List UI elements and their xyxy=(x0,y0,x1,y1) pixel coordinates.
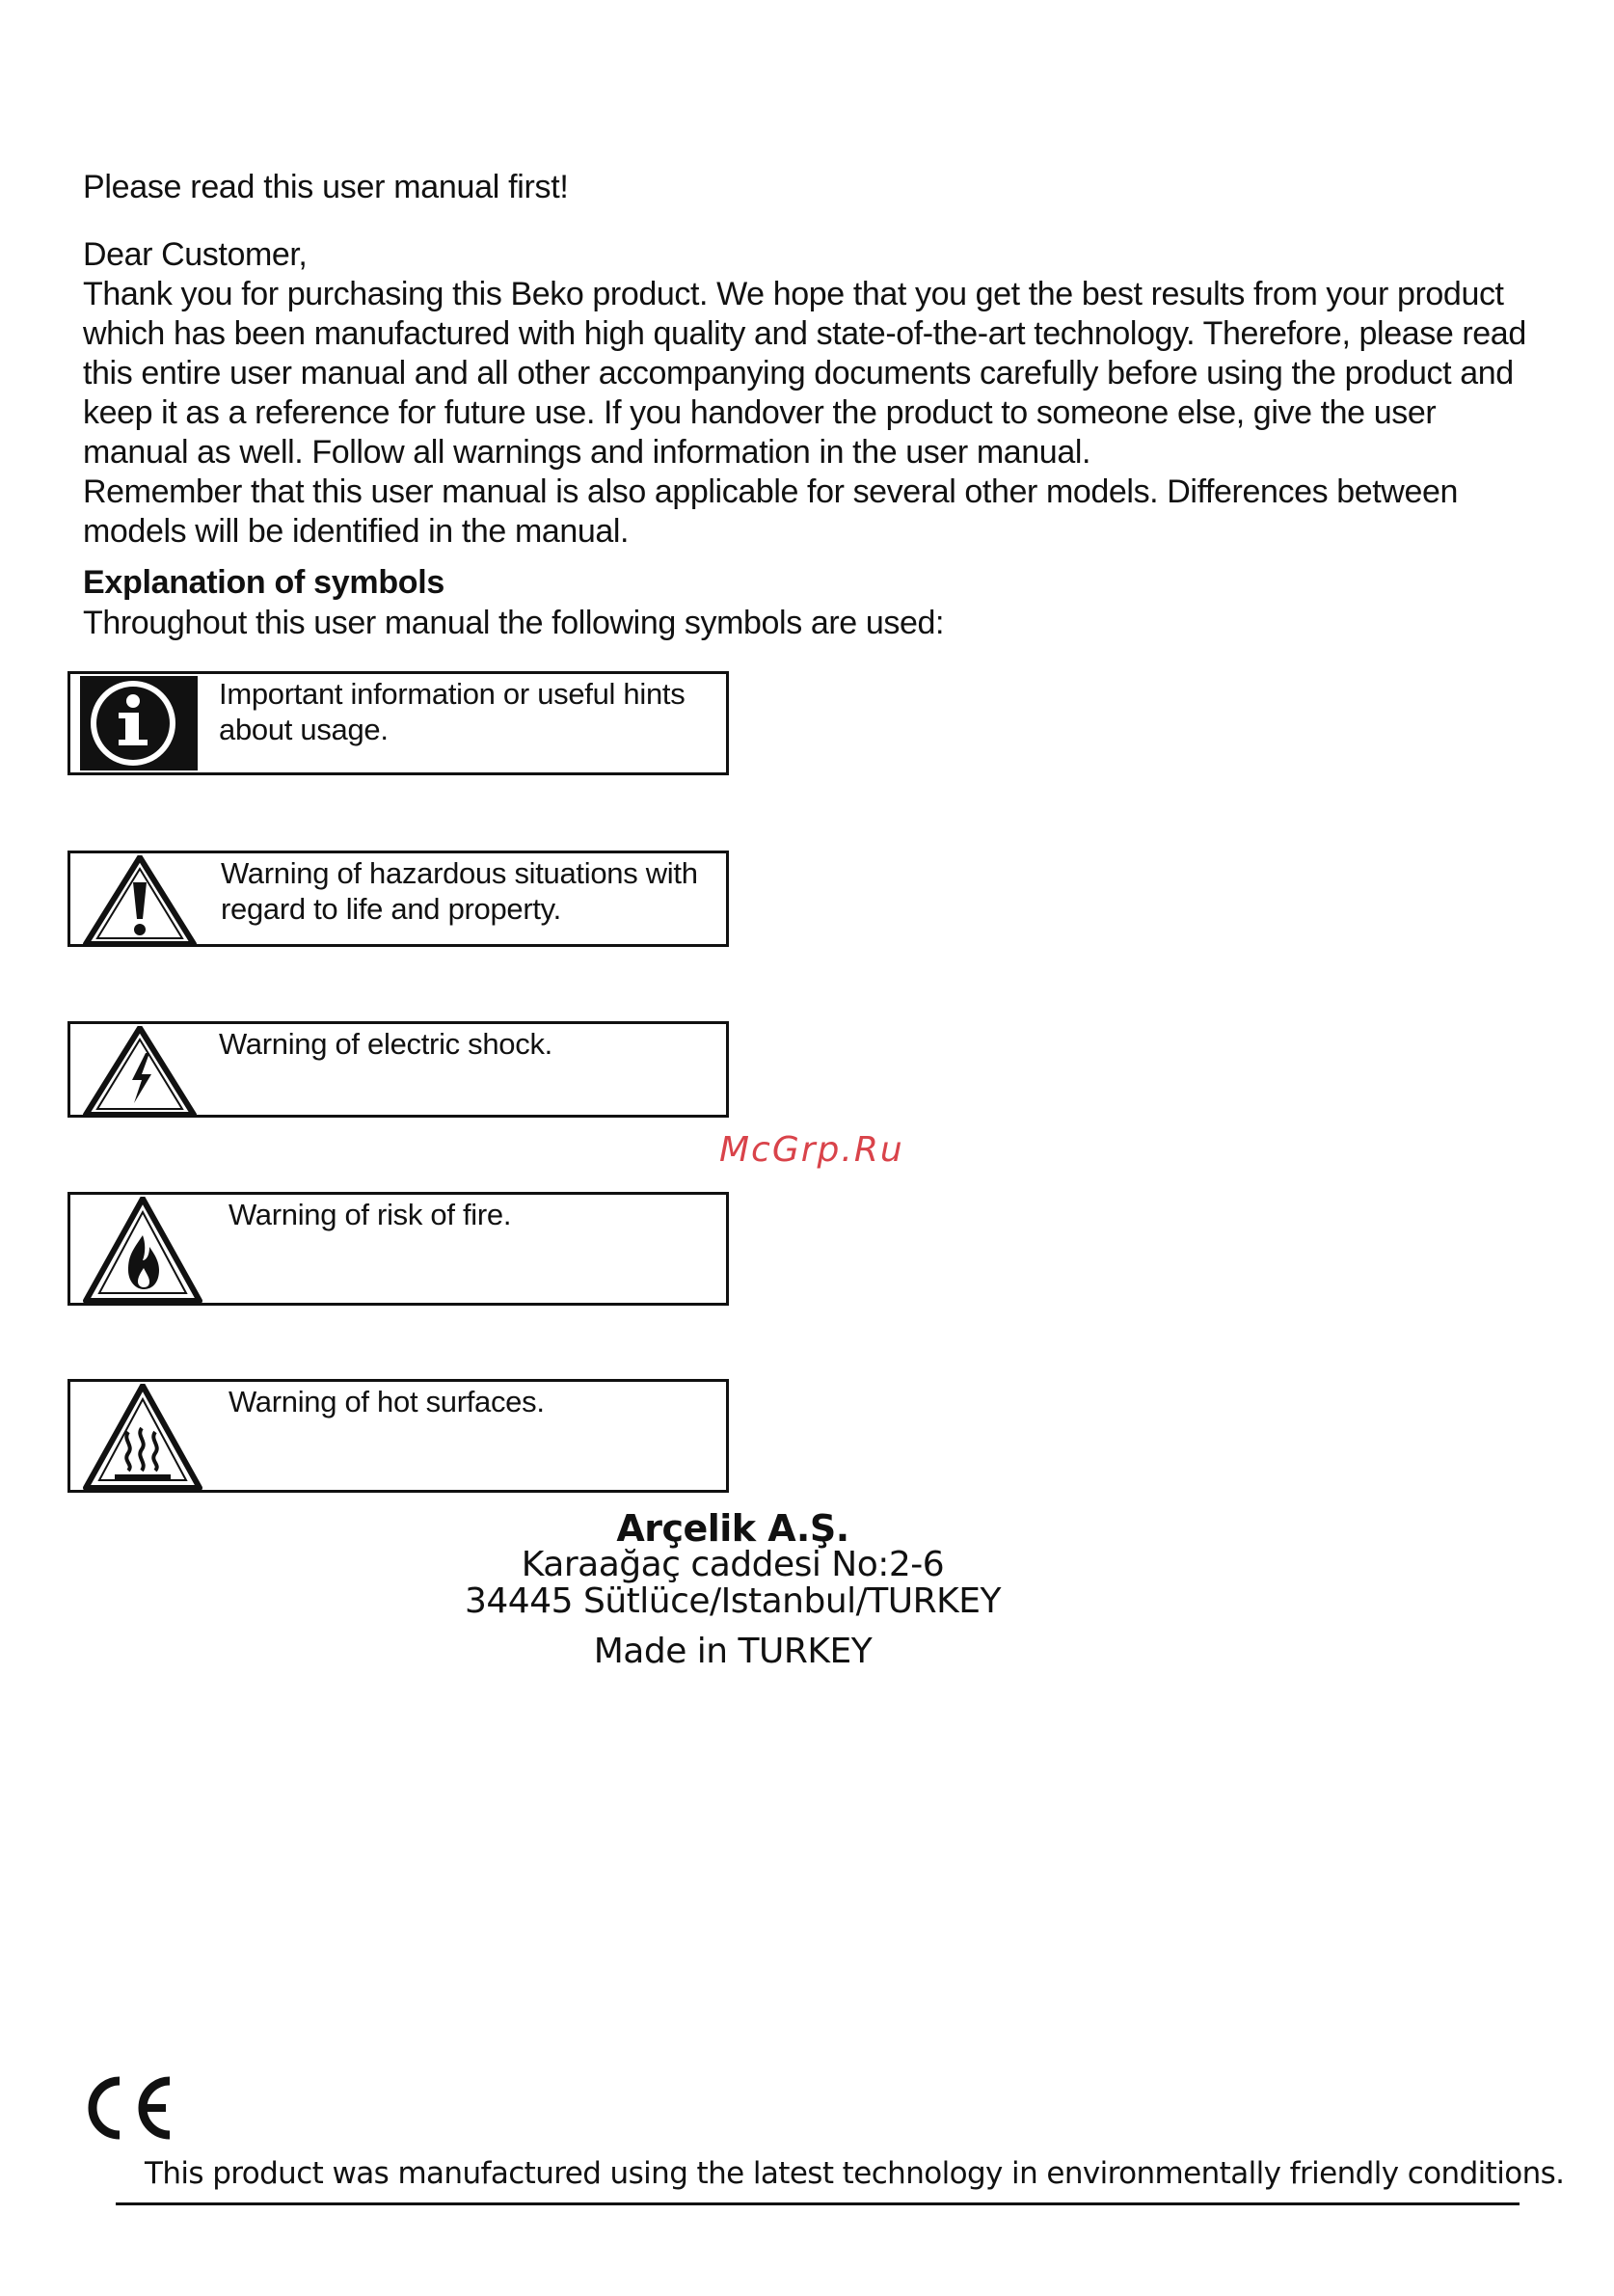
electric-shock-icon xyxy=(82,1026,198,1121)
footer-divider xyxy=(116,2202,1520,2205)
symbol-label-fire: Warning of risk of fire. xyxy=(229,1198,512,1231)
info-icon xyxy=(80,676,198,775)
symbol-box-fire xyxy=(67,1192,729,1306)
symbol-label-electric: Warning of electric shock. xyxy=(219,1027,552,1061)
warning-exclamation-icon xyxy=(82,855,198,951)
symbol-label-hot: Warning of hot surfaces. xyxy=(229,1385,545,1418)
symbol-box-info xyxy=(67,671,729,775)
page-title: Please read this user manual first! xyxy=(83,169,569,205)
greeting: Dear Customer, xyxy=(83,236,308,273)
fire-icon xyxy=(82,1197,203,1308)
hot-surface-icon xyxy=(82,1384,203,1495)
symbol-label-info: Important information or useful hints about usage. xyxy=(219,677,686,746)
symbol-box-electric xyxy=(67,1021,729,1118)
company-name: Arçelik A.Ş. xyxy=(616,1507,849,1550)
symbol-box-warning xyxy=(67,851,729,947)
made-in: Made in TURKEY xyxy=(593,1632,873,1671)
symbol-label-warning: Warning of hazardous situations with regard to life and property. xyxy=(221,856,698,926)
address-city: 34445 Sütlüce/Istanbul/TURKEY xyxy=(465,1581,1001,1621)
footer-statement: This product was manufactured using the latest technology in environmentally friendly conditions. xyxy=(145,2156,1565,2191)
symbols-heading: Explanation of symbols xyxy=(83,564,445,601)
intro-paragraph-1: Thank you for purchasing this Beko product. We hope that you get the best results from your product which has been manufactured with high quality and state-of-the-art technology. Therefore, please read this entire user manual and all other accompanying documents carefully before using the product and keep it as a reference for future use. If you handover the product to someone else, give the user manual as well. Follow all warnings and information in the user manual. xyxy=(83,276,1526,471)
ce-mark-icon xyxy=(81,2073,177,2147)
symbols-subtext: Throughout this user manual the following symbols are used: xyxy=(83,605,945,641)
symbol-box-hot xyxy=(67,1379,729,1493)
intro-paragraph-2: Remember that this user manual is also applicable for several other models. Differences between models will be identified in the manual. xyxy=(83,473,1458,550)
watermark-text: McGrp.Ru xyxy=(719,1130,904,1170)
manufacturer-address xyxy=(386,1507,1080,1671)
intro-text xyxy=(83,235,1548,552)
address-street: Karaağaç caddesi No:2-6 xyxy=(521,1545,945,1584)
